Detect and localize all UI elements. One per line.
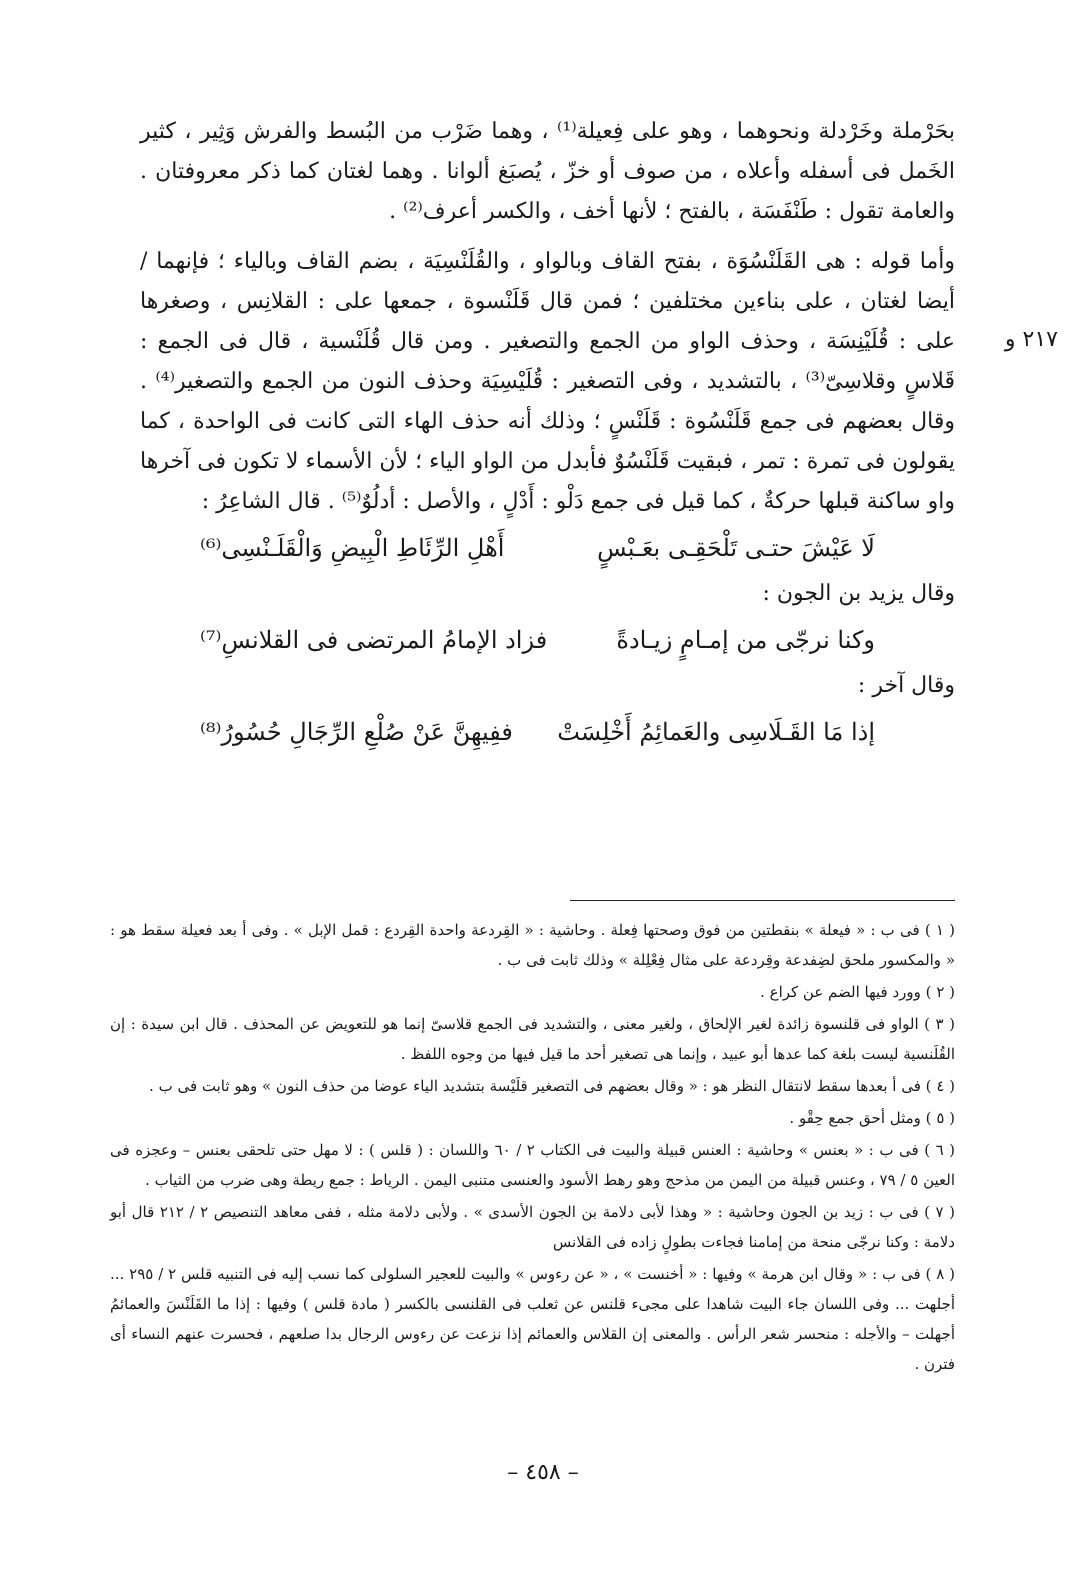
- footnote-1: ( ١ ) فى ب : « فيعلة » بنقطتين من فوق وصحتها فِعلة . وحاشية : « القِردعة واحدة القِردع : قمل الإبل » . وفى أ بعد فعيلة سقط هو : « والمكسور ملحق لضِفدعة وقِردعة على مثال فِعْلِلة » وذلك ثابت فى ب .: [110, 921, 955, 969]
- verse-2-first-hemistich: وكنا نرجّى من إمـامٍ زيـادةً: [616, 626, 875, 654]
- page-number: – ٤٥٨ –: [507, 1460, 579, 1485]
- footnote-5: ( ٥ ) ومثل أحق جمع حِقْو .: [789, 1109, 955, 1127]
- verse-1-first-hemistich: لَا عَيْشَ حتـى تَلْحَقِـى بعَـبْسٍ: [597, 534, 875, 562]
- verse-3-second-hemistich: ففِيهِنَّ عَنْ صُلْعِ الرِّجَالِ حُسُورُ⁽⁸⁾: [200, 718, 513, 746]
- verse-1-second-hemistich: أَهْلِ الرِّئَاطِ الْبِيضِ وَالْقَلَـنْسِى⁽⁶⁾: [200, 534, 505, 562]
- footnote-7: ( ٧ ) فى ب : زيد بن الجون وحاشية : « وهذا لأبى دلامة بن الجون الأسدى » . ولأبى دلامة مثله ، ففى معاهد التنصيص ٢ / ٢١٢ قال أبو دلامة : وكنا نرجّى منحة من إمامنا فجاءت بطولٍ زاده فى القلانس: [110, 1203, 955, 1251]
- main-text: [140, 112, 955, 758]
- footnote-4: ( ٤ ) فى أ بعدها سقط لانتقال النظر هو : « وقال بعضهم فى التصغير قلَيْسة بتشديد الياء عوضا من حذف النون » وهو ثابت فى ب .: [149, 1077, 955, 1095]
- footnote-8: ( ٨ ) فى ب : « وقال ابن هرمة » وفيها : « أخنست » ، « عن رءوس » والبيت للعجير السلولى كما نسب إليه فى التنبيه قلس ٢ / ٢٩٥ ... أجلهت ... وفى اللسان جاء البيت شاهدا على مجىء قلنس عن ثعلب فى القلنسى بالكسر ( مادة قلس ) وفيها : إذا ما القَلَنْسَ والعمائمُ أجهلت – والأجله : منحسر شعر الرأس . والمعنى إن القلاس والعمائم إذا نزعت عن رءوس الرجال بدا صلعهم ، فحسرت عنهم النساء أى فترن .: [110, 1265, 955, 1373]
- footnotes: [110, 915, 955, 1381]
- verse-2: [140, 618, 955, 662]
- verse-1: [140, 526, 955, 570]
- verse-3-first-hemistich: إذا مَا القَـلَاسِى والعَمائِمُ أَخْلِسَتْ: [557, 718, 875, 746]
- verse-2-intro: وقال يزيد بن الجون :: [762, 581, 955, 606]
- paragraph-2: وأما قوله : هى القَلَنْسُوَة ، بفتح القاف وبالواو ، والقُلَنْسِيَة ، بضم القاف وبالياء ؛ فإنهما / أيضا لغتان ، على بناءين مختلفين ؛ فمن قال قَلَنْسوة ، جمعها على : القلانِس ، وصغرها على : قُلَيْنِسَة ، وحذف الواو من الجمع والتصغير . ومن قال قُلَنْسية ، قال فى الجمع : قَلاسٍ وقلاسِىّ⁽³⁾ ، بالتشديد ، وفى التصغير : قُلَيْسِيَة وحذف النون من الجمع والتصغير⁽⁴⁾ . وقال بعضهم فى جمع قَلَنْسُوة : قَلَنْسٍ ؛ وذلك أنه حذف الهاء التى كانت فى الواحدة ، كما يقولون فى تمرة : تمر ، فبقيت قَلَنْسُوٌ فأبدل من الواو الياء ؛ لأن الأسماء لا تكون فى آخرها واو ساكنة قبلها حركةٌ ، كما قيل فى جمع دَلْو : أَدْلٍ ، والأصل : أدلُوٌ⁽⁵⁾ . قال الشاعِرُ :: [140, 249, 956, 514]
- footnote-3: ( ٣ ) الواو فى قلنسوة زائدة لغير الإلحاق ، ولغير معنى ، والتشديد فى الجمع قلاسىّ إنما هو للتعويض عن المحذف . قال ابن سيدة : إن القُلَنسية ليست بلغة كما عدها أبو عبيد ، وإنما هى تصغير أحد ما قيل فيها من وجوه اللفظ .: [110, 1015, 955, 1063]
- margin-folio-note: ٢١٧ و: [1004, 327, 1058, 352]
- verse-2-second-hemistich: فزاد الإمامُ المرتضى فى القلانسِ⁽⁷⁾: [200, 626, 548, 654]
- paragraph-1: بحَرْملة وخَرْدلة ونحوهما ، وهو على فِعيلة⁽¹⁾ ، وهما ضَرْب من البُسط والفرش وَثِير ، كثير الخَمل فى أسفله وأعلاه ، من صوف أو خزّ ، يُصبَغ ألوانا . وهما لغتان كما ذكر معروفتان . والعامة تقول : طَنْفَسَة ، بالفتح ؛ لأنها أخف ، والكسر أعرف⁽²⁾ .: [140, 119, 956, 224]
- footnote-6: ( ٦ ) فى ب : « بعنس » وحاشية : العنس قبيلة والبيت فى الكتاب ٢ / ٦٠ واللسان : ( قلس ) : لا مهل حتى تلحقى بعنس – وعجزه فى العين ٥ / ٧٩ ، وعنس قبيلة من اليمن من مذحج وهو رهط الأسود والعنسى متنبى اليمن . الرياط : جمع ريطة وهى ضرب من الثياب .: [110, 1141, 955, 1189]
- verse-3: [140, 710, 955, 754]
- footnote-2: ( ٢ ) وورد فيها الضم عن كراع .: [760, 983, 955, 1001]
- footnote-divider: [570, 900, 955, 901]
- verse-3-intro: وقال آخر :: [857, 673, 955, 698]
